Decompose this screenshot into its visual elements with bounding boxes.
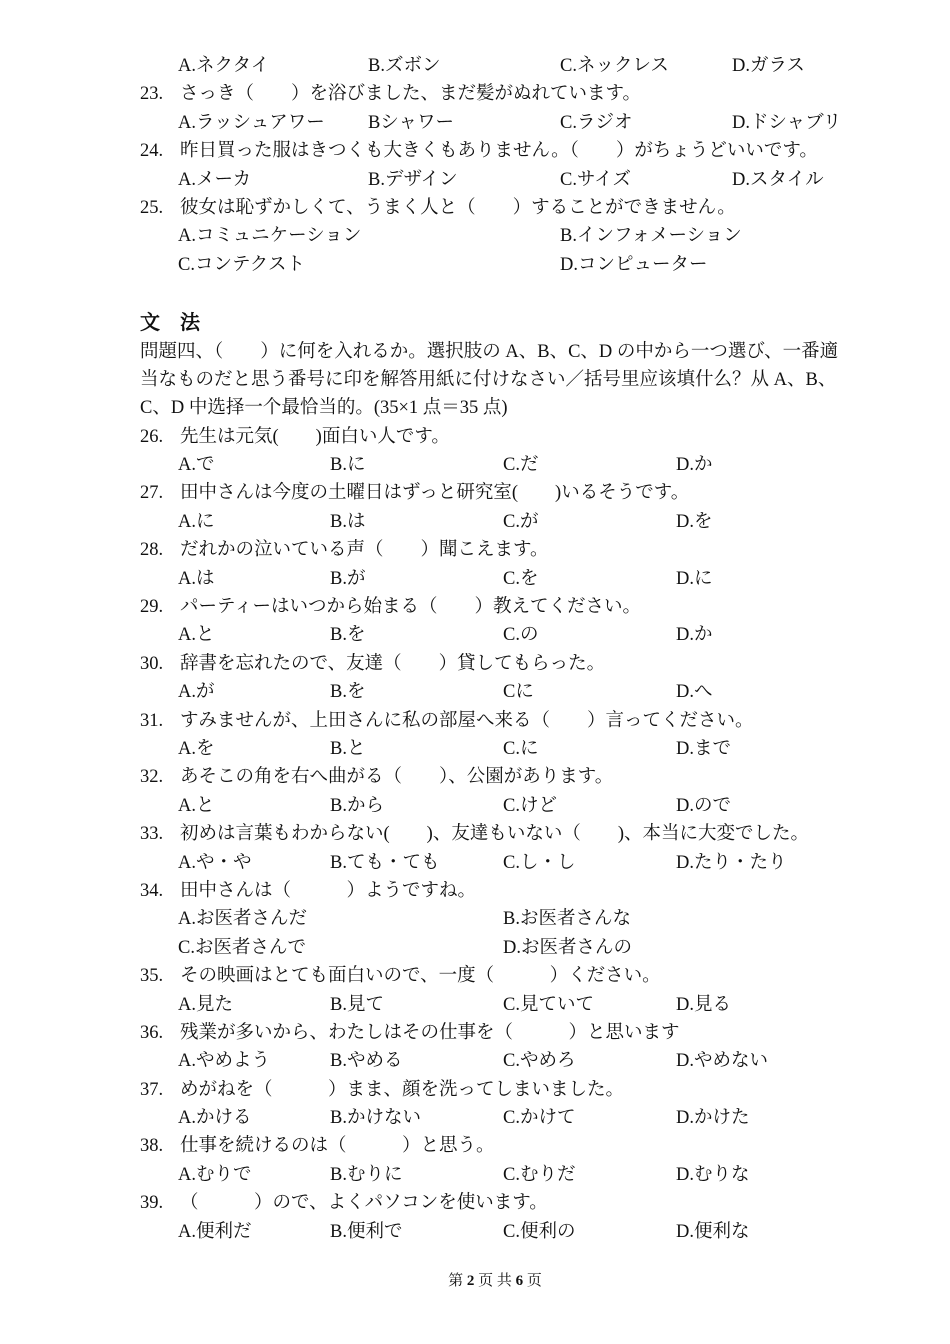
option-d: D.コンピューター (560, 254, 708, 275)
option-a: A.やめよう (178, 1051, 270, 1072)
question-stem-line (140, 650, 860, 678)
options-row (140, 991, 860, 1019)
option-a: A.コミュニケーション (178, 226, 362, 247)
options-row (140, 251, 860, 279)
option-d: D.ガラス (732, 56, 805, 76)
question-number: 38. (140, 1136, 164, 1157)
option-d: D.か (676, 455, 713, 476)
question-stem-line (140, 194, 860, 222)
options-row (140, 451, 860, 479)
option-d: D.便利な (676, 1221, 750, 1242)
question-36 (140, 1019, 860, 1076)
question-23 (140, 80, 860, 137)
option-b: B.を (330, 682, 366, 703)
options-row (140, 792, 860, 820)
question-stem: 先生は元気( )面白い人です。 (180, 426, 450, 447)
option-d: D.ので (676, 795, 731, 816)
question-number: 28. (140, 540, 164, 561)
question-number: 31. (140, 710, 164, 731)
option-a: A.や・や (178, 852, 252, 873)
option-c: C.便利の (503, 1221, 576, 1242)
option-b: B.が (330, 568, 366, 589)
option-a: A.ネクタイ (178, 56, 270, 76)
footer-middle: 页 共 (474, 1273, 516, 1289)
option-c: C.の (503, 625, 539, 646)
option-d: D.かけた (676, 1108, 750, 1129)
option-d: D.やめない (676, 1051, 768, 1072)
question-28 (140, 536, 860, 593)
question-stem-line (140, 1132, 860, 1160)
option-b: B.便利で (330, 1221, 403, 1242)
question-26 (140, 423, 860, 480)
current-page-number: 2 (466, 1273, 475, 1289)
instruction-line: 当なものだと思う番号に印を解答用紙に付けなさい／括号里应该填什么？从 A、B、 (140, 369, 837, 390)
option-b: B.は (330, 511, 366, 532)
question-stem: その映画はとても面白いので、一度（ ）ください。 (180, 966, 661, 987)
footer-prefix: 第 (448, 1273, 467, 1289)
option-b: B.を (330, 625, 366, 646)
question-stem: だれかの泣いている声（ ）聞こえます。 (180, 540, 549, 561)
option-b: B.ズボン (368, 56, 441, 76)
option-d: D.たり・たり (676, 852, 787, 873)
question-stem: 辞書を忘れたので、友達（ ）貸してもらった。 (180, 653, 606, 674)
question-stem: さっき（ ）を浴びました、まだ髪がぬれています。 (180, 84, 642, 105)
option-b: B.から (330, 795, 384, 816)
options-row (140, 222, 860, 250)
total-page-count: 6 (515, 1273, 524, 1289)
option-a: A.お医者さんだ (178, 909, 307, 930)
question-number: 36. (140, 1022, 164, 1043)
option-b: B.見て (330, 994, 384, 1015)
question-stem-line (140, 962, 860, 990)
question-number: 27. (140, 483, 164, 504)
question-stem: 昨日買った服はきつくも大きくもありません。（ ）がちょうどいいです。 (180, 141, 818, 162)
option-d: D.まで (676, 738, 731, 759)
options-row (140, 1047, 860, 1075)
question-stem-line (140, 593, 860, 621)
question-number: 35. (140, 966, 164, 987)
question-stem-line (140, 479, 860, 507)
question-number: 32. (140, 767, 164, 788)
question-34 (140, 877, 860, 962)
instruction-line: 問題四、（ ）に何を入れるか。選択肢の A、B、C、D の中から一つ選び、一番適 (140, 341, 839, 362)
question-37 (140, 1076, 860, 1133)
option-d: D.スタイル (732, 169, 824, 190)
question-30 (140, 650, 860, 707)
option-d: D.むりな (676, 1164, 750, 1185)
option-b: B.デザイン (368, 169, 458, 190)
question-stem: （ ）ので、よくパソコンを使います。 (180, 1193, 548, 1214)
question-stem-line (140, 707, 860, 735)
option-b: B.やめる (330, 1051, 403, 1072)
options-row (140, 849, 860, 877)
question-number: 37. (140, 1079, 164, 1100)
question-stem-line (140, 423, 860, 451)
question-number: 23. (140, 84, 164, 105)
question-number: 29. (140, 597, 164, 618)
question-number: 30. (140, 653, 164, 674)
question-number: 33. (140, 824, 164, 845)
option-a: A.と (178, 625, 215, 646)
page-footer (140, 1268, 850, 1294)
question-stem-line (140, 763, 860, 791)
page-content (140, 52, 860, 1246)
option-d: D.に (676, 568, 713, 589)
question-stem: 田中さんは（ ）ようですね。 (180, 880, 477, 901)
question-stem-line (140, 877, 860, 905)
option-a: A.むりで (178, 1164, 252, 1185)
option-a: A.と (178, 795, 215, 816)
option-c: C.が (503, 511, 539, 532)
question-stem: 仕事を続けるのは（ ）と思う。 (180, 1136, 495, 1157)
option-c: C.コンテクスト (178, 254, 306, 275)
question-29 (140, 593, 860, 650)
question-35 (140, 962, 860, 1019)
options-row (140, 1218, 860, 1246)
options-row (140, 166, 860, 194)
instruction-line: C、D 中选择一个最恰当的。(35×1 点＝35 点) (140, 398, 508, 419)
question-stem-line (140, 1076, 860, 1104)
options-row (140, 905, 860, 933)
option-a: A.便利だ (178, 1221, 252, 1242)
option-d: D.見る (676, 994, 731, 1015)
option-a: A.メーカ (178, 169, 252, 190)
option-c: C.を (503, 568, 539, 589)
question-38 (140, 1132, 860, 1189)
option-c: Cに (503, 682, 534, 703)
question-stem-line (140, 80, 860, 108)
option-c: C.し・し (503, 852, 576, 873)
options-row (140, 1104, 860, 1132)
options-row (140, 508, 860, 536)
section-heading: 文 法 (140, 312, 200, 335)
question-stem: 初めは言葉もわからない( )、友達もいない（ )、本当に大変でした。 (180, 824, 809, 845)
question-39 (140, 1189, 860, 1246)
option-b: Bシャワー (368, 112, 454, 133)
option-a: A.かける (178, 1108, 252, 1129)
option-b: B.と (330, 738, 366, 759)
question-25 (140, 194, 860, 279)
option-d: D.か (676, 625, 713, 646)
question-32 (140, 763, 860, 820)
option-c: C.けど (503, 795, 557, 816)
option-b: B.むりに (330, 1164, 403, 1185)
question-31 (140, 707, 860, 764)
option-a: A.が (178, 682, 215, 703)
option-c: C.サイズ (560, 169, 631, 190)
option-c: C.むりだ (503, 1164, 576, 1185)
question-27 (140, 479, 860, 536)
option-a: A.ラッシュアワー (178, 112, 325, 133)
option-b: B.お医者さんな (503, 909, 631, 930)
option-c: C.かけて (503, 1108, 576, 1129)
question-number: 39. (140, 1193, 164, 1214)
option-c: C.ラジオ (560, 112, 633, 133)
question-stem: 彼女は恥ずかしくて、うまく人と（ ）することができません。 (180, 197, 736, 218)
question-stem-line (140, 820, 860, 848)
option-c: C.ネックレス (560, 56, 669, 76)
question-stem-line (140, 137, 860, 165)
options-row (140, 1161, 860, 1189)
options-row (140, 621, 860, 649)
option-b: B.ても・ても (330, 852, 440, 873)
question-33 (140, 820, 860, 877)
question-24 (140, 137, 860, 194)
options-row (140, 934, 860, 962)
question-stem: パーティーはいつから始まる（ ）教えてください。 (180, 597, 642, 618)
option-c: C.だ (503, 455, 539, 476)
question-number: 25. (140, 197, 164, 218)
option-b: B.に (330, 455, 366, 476)
option-a: A.に (178, 511, 215, 532)
option-a: A.は (178, 568, 215, 589)
question-stem: すみませんが、上田さんに私の部屋へ来る（ ）言ってください。 (180, 710, 754, 731)
footer-suffix: 页 (523, 1273, 542, 1289)
option-a: A.見た (178, 994, 233, 1015)
question-stem-line (140, 536, 860, 564)
question-number: 34. (140, 880, 164, 901)
question-stem: 残業が多いから、わたしはその仕事を（ ）と思います (180, 1022, 680, 1043)
options-row (140, 109, 860, 137)
question-number: 24. (140, 141, 164, 162)
option-c: C.お医者さんで (178, 937, 306, 958)
option-d: D.ドシャブリ (732, 112, 842, 133)
option-d: D.を (676, 511, 713, 532)
option-c: C.やめろ (503, 1051, 576, 1072)
question-stem-line (140, 1189, 860, 1217)
question-stem-line (140, 1019, 860, 1047)
option-b: B.かけない (330, 1108, 421, 1129)
question-stem: めがねを（ ）まま、顔を洗ってしまいました。 (180, 1079, 625, 1100)
option-c: C.に (503, 738, 539, 759)
option-a: A.で (178, 455, 215, 476)
question-stem: あそこの角を右へ曲がる（ ）、公園があります。 (180, 767, 614, 788)
question-22-options (140, 52, 860, 80)
option-a: A.を (178, 738, 215, 759)
question-stem: 田中さんは今度の土曜日はずっと研究室( )いるそうです。 (180, 483, 690, 504)
option-d: D.へ (676, 682, 713, 703)
option-c: C.見ていて (503, 994, 594, 1015)
options-row (140, 678, 860, 706)
option-d: D.お医者さんの (503, 937, 632, 958)
question-number: 26. (140, 426, 164, 447)
section-instructions (140, 338, 860, 423)
option-b: B.インフォメーション (560, 226, 742, 247)
options-row (140, 565, 860, 593)
options-row (140, 735, 860, 763)
